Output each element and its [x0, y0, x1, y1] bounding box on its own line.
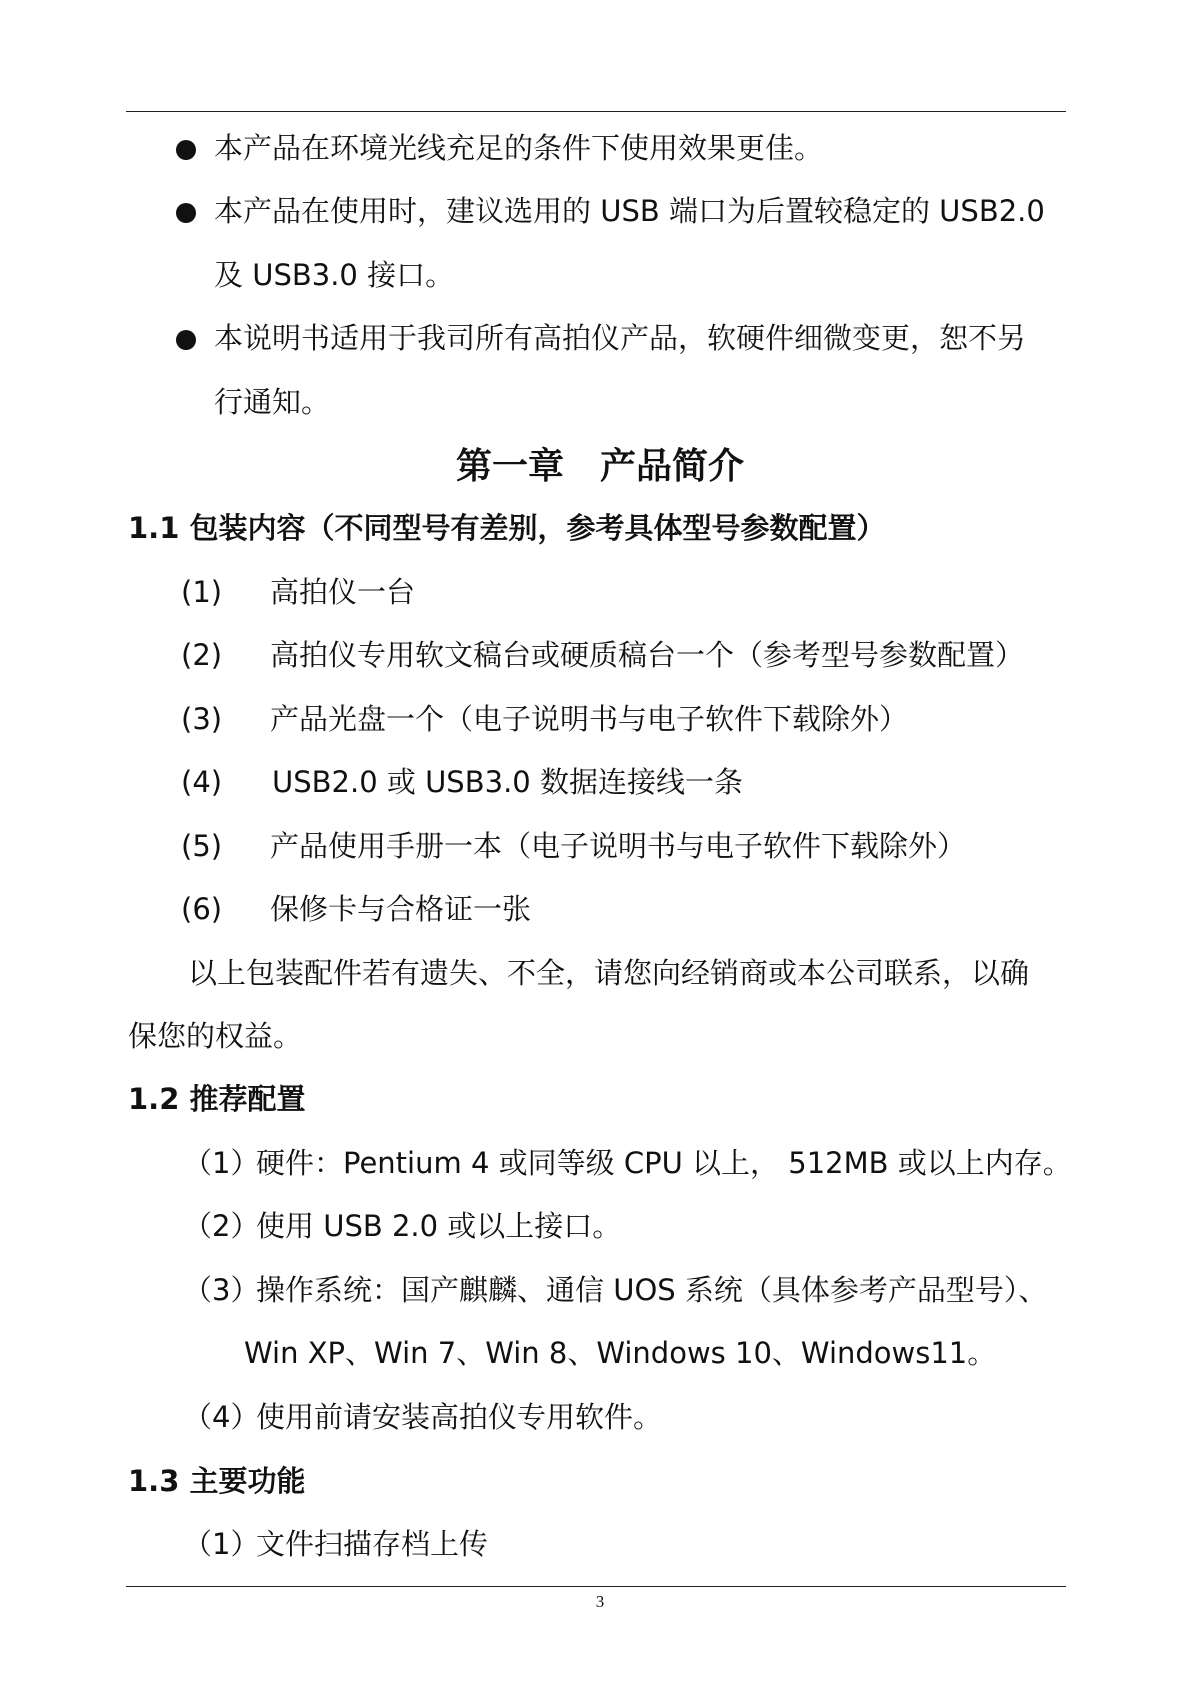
list-item-number: （2） — [183, 1209, 260, 1243]
note-3-line-1: 本说明书适用于我司所有高拍仪产品，软硬件细微变更，恕不另 — [214, 321, 1027, 355]
list-item-number: （4） — [183, 1400, 260, 1434]
list-item-number: （1） — [183, 1146, 260, 1180]
list-item-number: (2) — [181, 638, 223, 672]
list-item-text: 高拍仪专用软文稿台或硬质稿台一个（参考型号参数配置） — [270, 638, 1025, 672]
bullet-dot-icon — [176, 330, 196, 350]
chapter-title: 第一章 产品简介 — [455, 446, 744, 487]
section-1-3-title: 1.3 主要功能 — [128, 1464, 306, 1498]
note-1-line-1: 本产品在环境光线充足的条件下使用效果更佳。 — [214, 131, 824, 165]
header-rule — [126, 111, 1066, 112]
section-1-1-title: 1.1 包装内容（不同型号有差别，参考具体型号参数配置） — [128, 511, 886, 545]
note-2-line-2: 及 USB3.0 接口。 — [214, 258, 455, 292]
list-item-text: 产品光盘一个（电子说明书与电子软件下载除外） — [270, 702, 909, 736]
list-item-text: USB2.0 或 USB3.0 数据连接线一条 — [272, 765, 743, 799]
list-item-text-continuation: Win XP、Win 7、Win 8、Windows 10、Windows11。 — [244, 1336, 997, 1370]
list-item-text: 使用 USB 2.0 或以上接口。 — [256, 1209, 622, 1243]
paragraph-line-1: 以上包装配件若有遗失、不全，请您向经销商或本公司联系，以确 — [188, 956, 1030, 990]
list-item-text: 硬件：Pentium 4 或同等级 CPU 以上， 512MB 或以上内存。 — [256, 1146, 1072, 1180]
list-item-number: （3） — [183, 1273, 260, 1307]
list-item-text: 高拍仪一台 — [270, 575, 416, 609]
list-item-number: (3) — [181, 702, 223, 736]
list-item-text: 使用前请安装高拍仪专用软件。 — [256, 1400, 663, 1434]
note-2-line-1: 本产品在使用时，建议选用的 USB 端口为后置较稳定的 USB2.0 — [214, 194, 1045, 228]
list-item-number: (4) — [181, 765, 223, 799]
section-1-2-title: 1.2 推荐配置 — [128, 1082, 306, 1116]
page-number: 3 — [595, 1592, 605, 1611]
footer-rule — [126, 1586, 1066, 1587]
list-item-text: 产品使用手册一本（电子说明书与电子软件下载除外） — [270, 829, 967, 863]
list-item-text: 操作系统：国产麒麟、通信 UOS 系统（具体参考产品型号）、 — [256, 1273, 1048, 1307]
list-item-text: 保修卡与合格证一张 — [270, 892, 532, 926]
note-3-line-2: 行通知。 — [214, 385, 331, 419]
list-item-number: (1) — [181, 575, 223, 609]
list-item-number: （1） — [183, 1527, 260, 1561]
list-item-number: (5) — [181, 829, 223, 863]
bullet-dot-icon — [176, 140, 196, 160]
bullet-dot-icon — [176, 203, 196, 223]
list-item-text: 文件扫描存档上传 — [256, 1527, 489, 1561]
list-item-number: (6) — [181, 892, 223, 926]
paragraph-line-2: 保您的权益。 — [128, 1019, 303, 1053]
